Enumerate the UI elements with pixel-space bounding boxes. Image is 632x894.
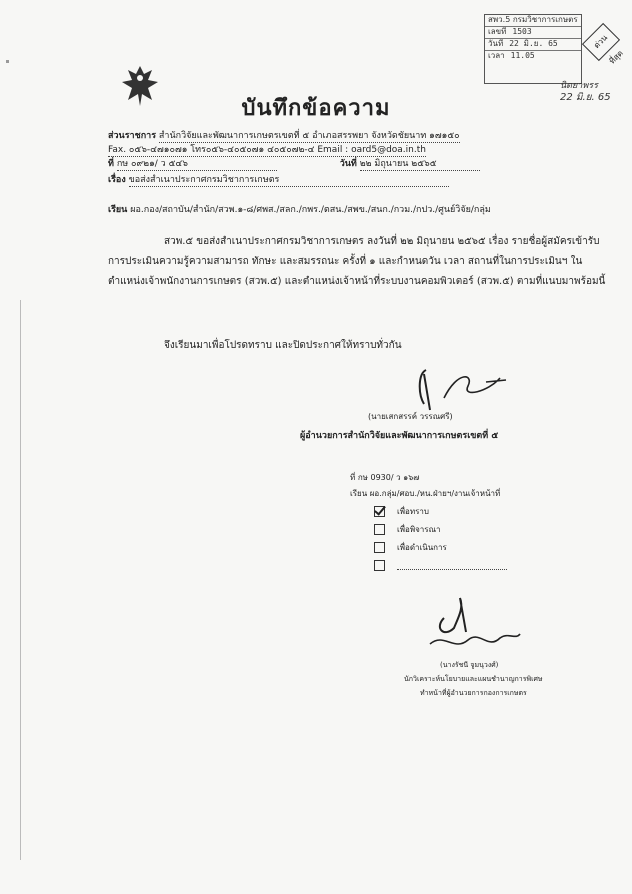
- second-signatory-name: (นางรัชนี จูมนุวงศ์): [440, 661, 499, 669]
- memo-title: บันทึกข้อความ: [241, 96, 391, 121]
- signatory-title: ผู้อำนวยการสำนักวิจัยและพัฒนาการเกษตรเขตที่ ๕: [300, 431, 499, 441]
- checklist-item: เพื่อทราบ: [374, 502, 507, 520]
- second-signatory-role: นักวิเคราะห์นโยบายและแผนชำนาญการพิเศษ: [404, 675, 543, 683]
- forwarding-block: [350, 470, 500, 502]
- agency-label: ส่วนราชการ: [108, 131, 157, 141]
- checkbox[interactable]: [374, 542, 385, 553]
- stamp-row: เลขที่ 1503: [485, 27, 581, 39]
- checklist-item: เพื่อพิจารณา: [374, 520, 507, 538]
- to-value: ผอ.กอง/สถาบัน/สำนัก/สวพ.๑-๘/ศพส./สลก./กพร./ตสน./สพข./สนก./กวม./กปว./ศูนย์วิจัย/กลุ่ม: [130, 205, 491, 215]
- closing-line: จึงเรียนมาเพื่อโปรดทราบ และปิดประกาศให้ทราบทั่วกัน: [164, 340, 402, 351]
- contact-value: Fax. ๐๕๖-๔๗๑๐๗๑ โทร๐๕๖-๔๐๕๐๗๑ ๔๐๕๐๗๒-๔ Email : oard5@doa.in.th: [108, 142, 426, 157]
- agency-line: [108, 128, 460, 143]
- body-paragraph: [108, 232, 608, 292]
- action-checklist: [374, 502, 507, 574]
- ref-label: ที่: [108, 159, 114, 169]
- scan-speck: [6, 60, 9, 63]
- checkbox[interactable]: [374, 524, 385, 535]
- receipt-stamp: [484, 14, 582, 84]
- to-line: [108, 202, 491, 216]
- second-signature-icon: [424, 588, 524, 658]
- subject-line: [108, 172, 449, 187]
- to-label: เรียน: [108, 205, 128, 215]
- handwritten-note: นิตยาพรร: [560, 81, 598, 91]
- forward-to: เรียน ผอ.กลุ่ม/ศอบ./หน.ฝ่ายฯ/งานเจ้าหน้าที่: [350, 489, 501, 498]
- subject-value: ขอส่งสำเนาประกาศกรมวิชาการเกษตร: [129, 172, 449, 187]
- stamp-row: สพว.5 กรมวิชาการเกษตร: [485, 15, 581, 27]
- date-label: วันที่: [339, 159, 357, 169]
- ref-line: [108, 156, 480, 171]
- checklist-item: [374, 556, 507, 574]
- second-signatory-role: ทำหน้าที่ผู้อำนวยการกองการเกษตร: [420, 689, 527, 697]
- left-margin-line: [20, 300, 21, 860]
- checklist-item: เพื่อดำเนินการ: [374, 538, 507, 556]
- contact-line: [108, 142, 426, 157]
- stamp-row: เวลา 11.05: [488, 51, 535, 60]
- agency-value: สำนักวิจัยและพัฒนาการเกษตรเขตที่ ๕ อำเภอสรรพยา จังหวัดชัยนาท ๑๗๑๕๐: [159, 128, 460, 143]
- forward-ref: ที่ กษ 0930/ ว ๑๖๗: [350, 473, 420, 482]
- blank-field: [397, 561, 507, 570]
- urgent-stamp: ด่วนที่สุด: [582, 23, 620, 61]
- handwritten-date: 22 มิ.ย. 65: [560, 92, 611, 103]
- subject-label: เรื่อง: [108, 175, 126, 185]
- ref-value: กษ ๐๙๒๑/ ว ๕๔๖: [117, 156, 277, 171]
- body-text: สวพ.๕ ขอส่งสำเนาประกาศกรมวิชาการเกษตร ลงวันที่ ๒๒ มิถุนายน ๒๕๖๕ เรื่อง รายชื่อผู้สมัครเข้ารับการประเมินความรู้ความสามารถ ทักษะ และสมรรถนะ ครั้งที่ ๑ และกำหนดวัน เวลา สถานที่ในการประเมินฯ ในตำแหน่งเจ้าพนักงานการเกษตร (สวพ.๕) และตำแหน่งเจ้าหน้าที่ระบบงานคอมพิวเตอร์ (สวพ.๕) ตามที่แนบมาพร้อมนี้: [108, 236, 606, 287]
- date-value: ๒๒ มิถุนายน ๒๕๖๕: [360, 156, 480, 171]
- checkbox-checked[interactable]: [374, 506, 385, 517]
- checkbox[interactable]: [374, 560, 385, 571]
- signatory-name: (นายเสกสรรค์ วรรณศรี): [368, 412, 453, 421]
- stamp-row: วันที่ 22 มิ.ย. 65: [485, 39, 581, 51]
